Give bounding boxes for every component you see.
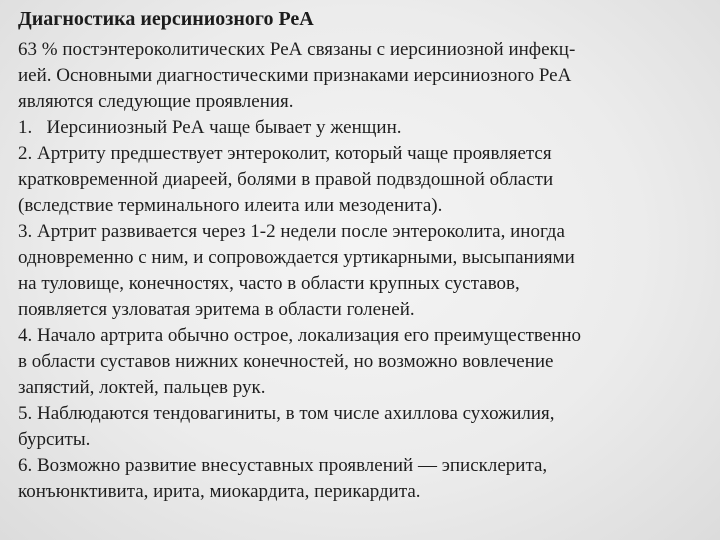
body-line: бурситы. xyxy=(18,429,91,450)
body-line: на туловище, конечностях, часто в области крупных суставов, xyxy=(18,273,520,294)
body-line: (вследствие терминального илеита или мезоденита). xyxy=(18,195,443,216)
body-line: запястий, локтей, пальцев рук. xyxy=(18,377,266,398)
body-line: 5. Наблюдаются тендовагиниты, в том числе ахиллова сухожилия, xyxy=(18,403,555,424)
body-line: 1. Иерсиниозный РеА чаще бывает у женщин. xyxy=(18,117,402,138)
body-line: ией. Основными диагностическими признаками иерсиниозного РеА xyxy=(18,65,572,86)
slide-body xyxy=(18,37,708,505)
body-line: конъюнктивита, ирита, миокардита, перикардита. xyxy=(18,481,421,502)
body-line: являются следующие проявления. xyxy=(18,91,294,112)
slide-title: Диагностика иерсиниозного РеА xyxy=(18,8,314,30)
body-line: 63 % постэнтероколитических РеА связаны с иерсиниозной инфекц- xyxy=(18,39,576,60)
body-line: 6. Возможно развитие внесуставных проявлений — эписклерита, xyxy=(18,455,548,476)
body-line: 4. Начало артрита обычно острое, локализация его преимущественно xyxy=(18,325,582,346)
body-line: в области суставов нижних конечностей, но возможно вовлечение xyxy=(18,351,554,372)
body-line: 2. Артриту предшествует энтероколит, который чаще проявляется xyxy=(18,143,552,164)
body-line: появляется узловатая эритема в области голеней. xyxy=(18,299,415,320)
body-line: кратковременной диареей, болями в правой подвздошной области xyxy=(18,169,554,190)
body-line: одновременно с ним, и сопровождается уртикарными, высыпаниями xyxy=(18,247,575,268)
body-line: 3. Артрит развивается через 1-2 недели после энтероколита, иногда xyxy=(18,221,565,242)
